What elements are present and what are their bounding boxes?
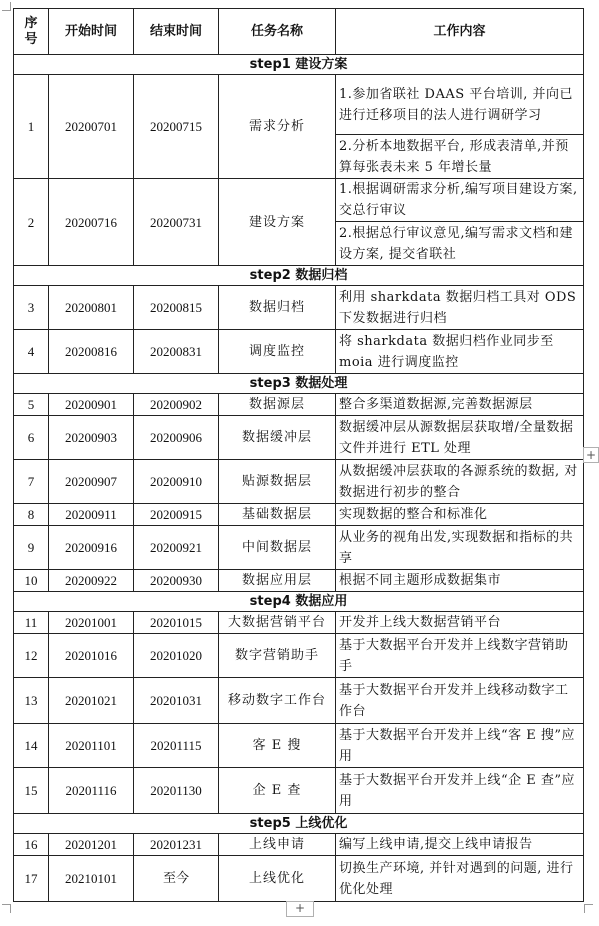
- seq-cell: 13: [14, 678, 49, 724]
- task-cell: 数据归档: [219, 286, 336, 330]
- end-cell: 20200930: [134, 570, 219, 592]
- end-cell: 20201115: [134, 724, 219, 768]
- table-row: [14, 856, 584, 902]
- task-cell: 数据源层: [219, 394, 336, 416]
- start-cell: 20200911: [49, 504, 134, 526]
- add-row-button[interactable]: +: [286, 901, 314, 917]
- work-cell: 2.根据总行审议意见,编写需求文档和建设方案, 提交省联社: [336, 222, 584, 266]
- seq-cell: 9: [14, 526, 49, 570]
- end-cell: 20200731: [134, 179, 219, 266]
- seq-cell: 11: [14, 612, 49, 634]
- project-schedule-table: [13, 8, 584, 902]
- task-cell: 贴源数据层: [219, 460, 336, 504]
- table-row: [14, 834, 584, 856]
- step-row: [14, 592, 584, 612]
- start-cell: 20201116: [49, 768, 134, 814]
- start-cell: 20200903: [49, 416, 134, 460]
- step-title: step5 上线优化: [14, 814, 584, 834]
- start-cell: 20201016: [49, 634, 134, 678]
- seq-cell: 14: [14, 724, 49, 768]
- start-cell: 20200922: [49, 570, 134, 592]
- end-cell: 至今: [134, 856, 219, 902]
- task-cell: 需求分析: [219, 75, 336, 179]
- task-cell: 上线申请: [219, 834, 336, 856]
- work-cell: 从数据缓冲层获取的各源系统的数据, 对数据进行初步的整合: [336, 460, 584, 504]
- task-cell: 大数据营销平台: [219, 612, 336, 634]
- start-cell: 20201101: [49, 724, 134, 768]
- work-cell: 将 sharkdata 数据归档作业同步至 moia 进行调度监控: [336, 330, 584, 374]
- start-cell: 20201021: [49, 678, 134, 724]
- task-cell: 建设方案: [219, 179, 336, 266]
- seq-cell: 1: [14, 75, 49, 179]
- table-row: [14, 526, 584, 570]
- table-row: [14, 75, 584, 135]
- table-row: [14, 612, 584, 634]
- work-cell: 基于大数据平台开发并上线“企 E 查”应用: [336, 768, 584, 814]
- seq-cell: 4: [14, 330, 49, 374]
- step-row: [14, 266, 584, 286]
- task-cell: 上线优化: [219, 856, 336, 902]
- start-cell: 20200716: [49, 179, 134, 266]
- header-task: 任务名称: [219, 9, 336, 55]
- end-cell: 20200902: [134, 394, 219, 416]
- work-cell: 实现数据的整合和标准化: [336, 504, 584, 526]
- end-cell: 20200715: [134, 75, 219, 179]
- start-cell: 20201201: [49, 834, 134, 856]
- end-cell: 20201130: [134, 768, 219, 814]
- work-cell: 利用 sharkdata 数据归档工具对 ODS 下发数据进行归档: [336, 286, 584, 330]
- table-row: [14, 394, 584, 416]
- end-cell: 20201231: [134, 834, 219, 856]
- work-cell: 2.分析本地数据平台, 形成表清单,并预算每张表未来 5 年增长量: [336, 135, 584, 179]
- work-cell: 1.根据调研需求分析,编写项目建设方案, 交总行审议: [336, 179, 584, 222]
- table-row: [14, 724, 584, 768]
- work-cell: 从业务的视角出发,实现数据和指标的共享: [336, 526, 584, 570]
- table-row: [14, 179, 584, 222]
- seq-cell: 6: [14, 416, 49, 460]
- task-cell: 企 E 查: [219, 768, 336, 814]
- work-cell: 开发并上线大数据营销平台: [336, 612, 584, 634]
- seq-cell: 10: [14, 570, 49, 592]
- step-title: step2 数据归档: [14, 266, 584, 286]
- end-cell: 20201031: [134, 678, 219, 724]
- table-row: [14, 768, 584, 814]
- end-cell: 20200906: [134, 416, 219, 460]
- task-cell: 移动数字工作台: [219, 678, 336, 724]
- add-column-button[interactable]: +: [583, 447, 599, 463]
- task-cell: 数据应用层: [219, 570, 336, 592]
- end-cell: 20201015: [134, 612, 219, 634]
- start-cell: 20200901: [49, 394, 134, 416]
- step-title: step1 建设方案: [14, 55, 584, 75]
- start-cell: 20201001: [49, 612, 134, 634]
- seq-cell: 17: [14, 856, 49, 902]
- step-title: step4 数据应用: [14, 592, 584, 612]
- end-cell: 20201020: [134, 634, 219, 678]
- page-corner-mark: [584, 904, 593, 913]
- task-cell: 数据缓冲层: [219, 416, 336, 460]
- work-cell: 基于大数据平台开发并上线“客 E 搜”应用: [336, 724, 584, 768]
- start-cell: 20200701: [49, 75, 134, 179]
- start-cell: 20200907: [49, 460, 134, 504]
- header-end: 结束时间: [134, 9, 219, 55]
- seq-cell: 12: [14, 634, 49, 678]
- task-cell: 中间数据层: [219, 526, 336, 570]
- work-cell: 1.参加省联社 DAAS 平台培训, 并向已进行迁移项目的法人进行调研学习: [336, 75, 584, 135]
- step-row: [14, 374, 584, 394]
- table-row: [14, 286, 584, 330]
- task-cell: 客 E 搜: [219, 724, 336, 768]
- task-cell: 数字营销助手: [219, 634, 336, 678]
- start-cell: 20200816: [49, 330, 134, 374]
- work-cell: 整合多渠道数据源,完善数据源层: [336, 394, 584, 416]
- task-cell: 基础数据层: [219, 504, 336, 526]
- seq-cell: 15: [14, 768, 49, 814]
- end-cell: 20200831: [134, 330, 219, 374]
- seq-cell: 3: [14, 286, 49, 330]
- end-cell: 20200815: [134, 286, 219, 330]
- end-cell: 20200921: [134, 526, 219, 570]
- table-header-row: [14, 9, 584, 55]
- work-cell: 基于大数据平台开发并上线移动数字工作台: [336, 678, 584, 724]
- table-row: [14, 460, 584, 504]
- seq-cell: 5: [14, 394, 49, 416]
- step-title: step3 数据处理: [14, 374, 584, 394]
- table-row: [14, 678, 584, 724]
- step-row: [14, 814, 584, 834]
- page-corner-mark: [2, 2, 11, 11]
- start-cell: 20210101: [49, 856, 134, 902]
- table-row: [14, 330, 584, 374]
- header-start: 开始时间: [49, 9, 134, 55]
- work-cell: 基于大数据平台开发并上线数字营销助手: [336, 634, 584, 678]
- table-row: [14, 570, 584, 592]
- seq-cell: 8: [14, 504, 49, 526]
- table-row: [14, 504, 584, 526]
- seq-cell: 16: [14, 834, 49, 856]
- page-corner-mark: [2, 904, 11, 913]
- header-work: 工作内容: [336, 9, 584, 55]
- work-cell: 数据缓冲层从源数据层获取增/全量数据文件并进行 ETL 处理: [336, 416, 584, 460]
- step-row: [14, 55, 584, 75]
- start-cell: 20200801: [49, 286, 134, 330]
- work-cell: 编写上线申请,提交上线申请报告: [336, 834, 584, 856]
- header-seq: 序号: [14, 9, 49, 55]
- end-cell: 20200915: [134, 504, 219, 526]
- task-cell: 调度监控: [219, 330, 336, 374]
- table-row: [14, 416, 584, 460]
- seq-cell: 2: [14, 179, 49, 266]
- seq-cell: 7: [14, 460, 49, 504]
- end-cell: 20200910: [134, 460, 219, 504]
- table-row: [14, 634, 584, 678]
- work-cell: 切换生产环境, 并针对遇到的问题, 进行优化处理: [336, 856, 584, 902]
- start-cell: 20200916: [49, 526, 134, 570]
- work-cell: 根据不同主题形成数据集市: [336, 570, 584, 592]
